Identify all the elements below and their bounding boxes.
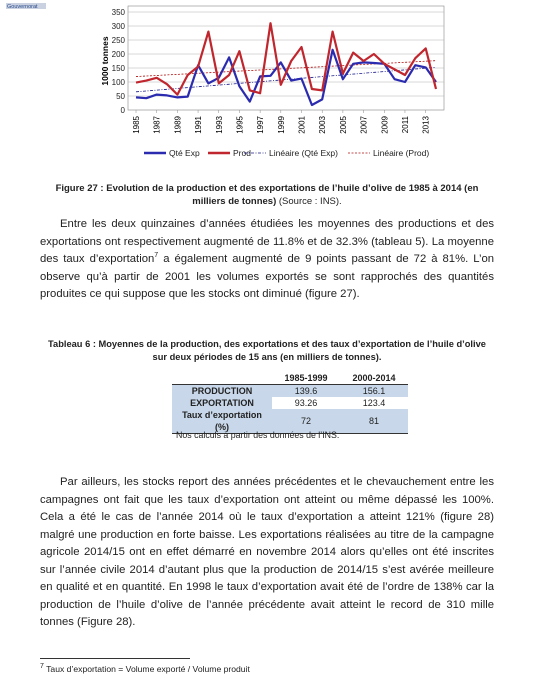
legend-label: Linéaire (Prod) [373,148,430,158]
footnote-divider [40,658,190,659]
cell-value: 123.4 [362,398,386,408]
y-tick-label: 200 [111,50,125,59]
x-tick-label: 1997 [256,116,266,134]
table-header-empty [172,372,272,385]
cell-value: 139.6 [272,385,340,398]
legend-label: Linéaire (Qté Exp) [269,148,338,158]
cell-value: 81 [340,409,408,434]
x-tick-label: 1995 [235,116,245,134]
x-tick-label: 1989 [173,116,183,134]
x-tick-label: 2007 [359,116,369,134]
x-tick-label: 1985 [132,116,141,134]
y-tick-label: 0 [120,106,125,115]
logo-text: Gouvernorat [7,4,38,10]
footnote [40,664,250,674]
row-label: Taux d’exportation (%) [172,409,272,434]
x-tick-label: 2013 [421,116,431,134]
footnote-ref: 7 [154,252,159,260]
footnote-mark: 7 [40,663,44,671]
header-logo [6,0,46,10]
legend-label: Qté Exp [169,148,200,158]
y-tick-label: 250 [111,36,125,45]
table-6-caption: Tableau 6 : Moyennes de la production, des exportations et des taux d’exportation de l’huile d’olive sur deux périodes de 15 ans (en milliers de tonnes). [48,339,486,363]
x-tick-label: 2011 [400,116,410,134]
series-line-0 [136,50,436,105]
row-label: PRODUCTION [172,385,272,398]
series-line-1 [136,23,436,94]
table-row [172,385,408,398]
figure-27-caption-text: Figure 27 : Evolution de la production et des exportations de l’huile d’olive de 1985 à 2014 (en milliers de tonnes) [55,183,479,208]
table-6 [172,372,408,434]
x-tick-label: 1987 [152,116,162,134]
paragraph-2-text: Par ailleurs, les stocks report des années précédentes et le chevauchement entre les campagnes ont fait que les taux d’exportation ont atteint ou même dépassé les 100%. Cela a été le cas de l’année 2014 où le taux d’exportation a atteint 121% (figure 28) malgré une production en forte baisse. Les exportations réalisées au titre de la campagne agricole 2014/15 ont en effet démarré en novembre 2014 alors qu’elles ont été inscrites sur l’année civile 2014 d’autant plus que la production de 2014/15 s’est avérée meilleure en qualité et en quantité. En 1998 le taux d’exportation avait été de l’ordre de 138% car la production de l’huile d’olive de l’année précédente avait atteint le record de 310 mille tonnes (Figure 28). [40,476,494,628]
row-label: EXPORTATION [172,397,272,409]
y-tick-label: 100 [111,78,125,87]
x-tick-label: 1991 [194,116,204,134]
paragraph-1 [40,216,494,304]
y-axis-label: 1000 tonnes [100,36,110,86]
plot-area [128,6,444,110]
table-header-period-2: 2000-2014 [340,372,408,385]
figure-27-caption [40,182,494,209]
footnote-text: Taux d’exportation = Volume exporté / Volume produit [43,664,250,674]
figure-27-chart [96,0,446,170]
figure-27-caption-source: (Source : INS). [276,196,342,208]
table-row [172,397,408,409]
x-tick-label: 1993 [214,116,224,134]
y-tick-label: 150 [111,64,125,73]
cell-value: 72 [272,409,340,434]
x-tick-label: 2003 [318,116,328,134]
y-tick-label: 50 [116,92,125,101]
cell-value: 93.26 [294,398,318,408]
paragraph-1-cont: a également augmenté de 9 points passant de 72 à 81%. L’on observe qu’à partir de 2001 les volumes exportés se sont rapprochés des quantités produites ce qui suppose que les stocks ont diminué (figure 27). [40,253,495,300]
x-tick-label: 2009 [380,116,390,134]
x-tick-label: 2001 [297,116,307,134]
paragraph-2 [40,474,494,632]
cell-value: 156.1 [340,385,408,398]
legend-label: Prod [233,148,251,158]
table-6-note: Nos calculs à partir des données de l’INS. [176,430,340,440]
y-tick-label: 350 [111,8,125,17]
table-header-period-1: 1985-1999 [272,372,340,385]
table-header-row [172,372,408,385]
chart-svg [96,0,446,170]
x-tick-label: 2005 [338,116,348,134]
x-tick-label: 1999 [276,116,286,134]
y-tick-label: 300 [111,22,125,31]
paragraph-1-text: Entre les deux quinzaines d’années étudiées les moyennes des productions et des exportations ont respectivement augmenté de 11.8% et de 32.3% (tableau 5). La moyenne des taux d’exportation [40,218,494,265]
